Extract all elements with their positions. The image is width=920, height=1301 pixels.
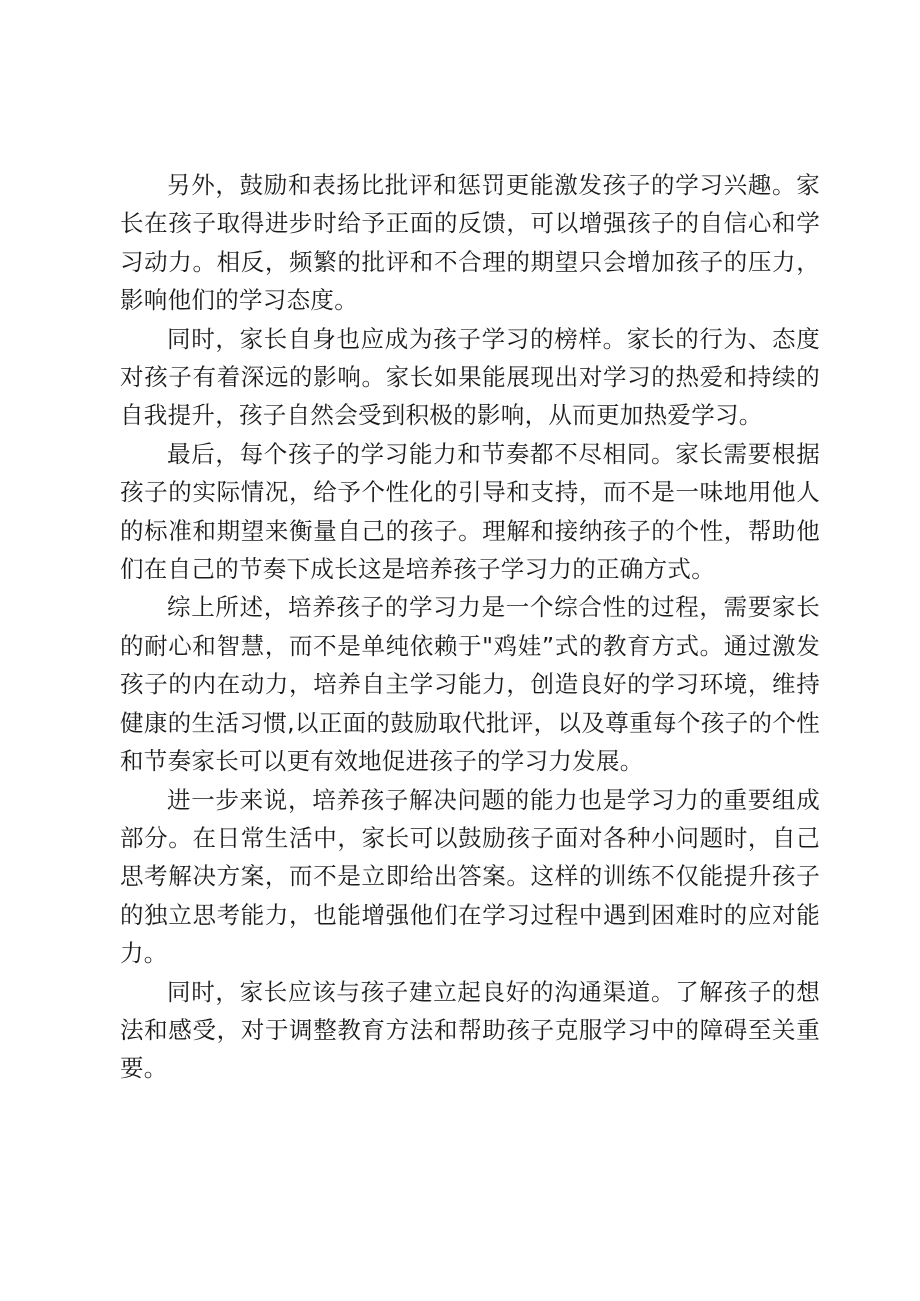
document-body	[120, 166, 820, 1088]
paragraph-communication: 同时，家长应该与孩子建立起良好的沟通渠道。了解孩子的想法和感受，对于调整教育方法和帮助孩子克服学习中的障碍至关重要。	[120, 977, 820, 1083]
paragraph-problem-solving: 进一步来说，培养孩子解决问题的能力也是学习力的重要组成部分。在日常生活中，家长可以鼓励孩子面对各种小问题时，自己思考解决方案，而不是立即给出答案。这样的训练不仅能提升孩子的独立思考能力，也能增强他们在学习过程中遇到困难时的应对能力。	[120, 785, 820, 968]
paragraph-summary: 综上所述，培养孩子的学习力是一个综合性的过程，需要家长的耐心和智慧，而不是单纯依赖于"鸡娃”式的教育方式。通过激发孩子的内在动力，培养自主学习能力，创造良好的学习环境，维持健康的生活习惯,以正面的鼓励取代批评，以及尊重每个孩子的个性和节奏家长可以更有效地促进孩子的学习力发展。	[120, 593, 820, 776]
paragraph-individual-pace: 最后，每个孩子的学习能力和节奏都不尽相同。家长需要根据孩子的实际情况，给予个性化的引导和支持，而不是一味地用他人的标准和期望来衡量自己的孩子。理解和接纳孩子的个性，帮助他们在自己的节奏下成长这是培养孩子学习力的正确方式。	[120, 439, 820, 584]
paragraph-parent-role-model: 同时，家长自身也应成为孩子学习的榜样。家长的行为、态度对孩子有着深远的影响。家长如果能展现出对学习的热爱和持续的自我提升，孩子自然会受到积极的影响，从而更加热爱学习。	[120, 324, 820, 430]
paragraph-praise-encouragement: 另外，鼓励和表扬比批评和惩罚更能激发孩子的学习兴趣。家长在孩子取得进步时给予正面的反馈，可以增强孩子的自信心和学习动力。相反，频繁的批评和不合理的期望只会增加孩子的压力，影响他们的学习态度。	[120, 171, 820, 315]
